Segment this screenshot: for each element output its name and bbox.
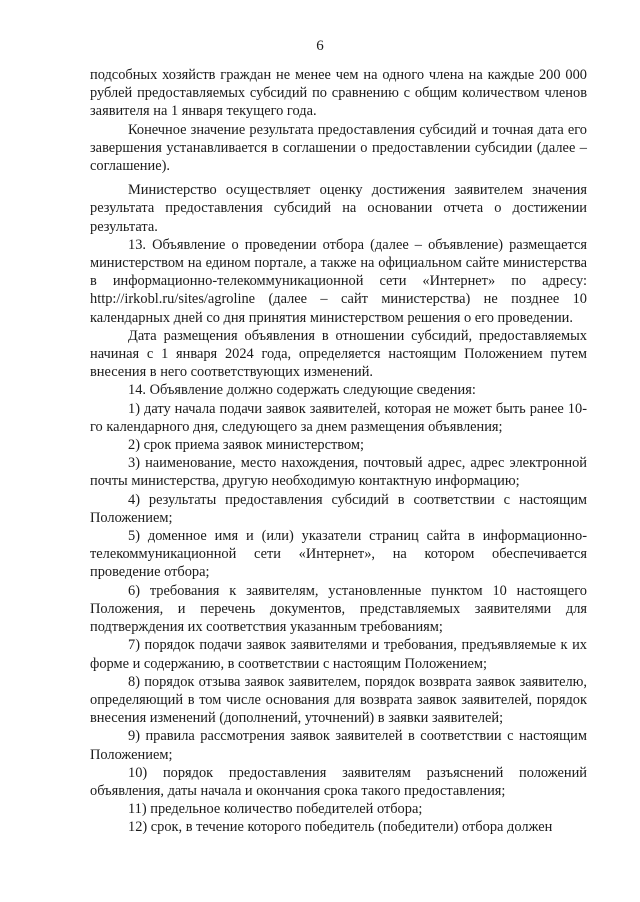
paragraph: 6) требования к заявителям, установленные пунктом 10 настоящего Положения, и перечень документов, представляемых заявителями для подтверждения их соответствия указанным требованиям;	[90, 582, 587, 636]
document-body	[90, 66, 587, 837]
paragraph: 7) порядок подачи заявок заявителями и требования, предъявляемые к их форме и содержанию, в соответствии с настоящим Положением;	[90, 637, 587, 672]
paragraph: 1) дату начала подачи заявок заявителей, которая не может быть ранее 10-го календарного дня, следующего за днем размещения объявления;	[90, 400, 587, 435]
paragraph: Дата размещения объявления в отношении субсидий, предоставляемых начиная с 1 января 2024 года, определяется настоящим Положением путем внесения в него соответствующих изменений.	[90, 327, 587, 381]
paragraph: 10) порядок предоставления заявителям разъяснений положений объявления, даты начала и окончания срока такого предоставления;	[90, 764, 587, 799]
paragraph: 2) срок приема заявок министерством;	[128, 437, 364, 454]
paragraph: 13. Объявление о проведении отбора (далее – объявление) размещается министерством на едином портале, а также на официальном сайте министерства в информационно-телекоммуникационной сети «Интернет» по адресу: http://irkobl.ru/sites/agroline (далее – сайт министерства) не позднее 10 календарных дней со дня принятия министерством решения о его проведении.	[90, 236, 587, 326]
paragraph: 8) порядок отзыва заявок заявителем, порядок возврата заявок заявителю, определяющий в том числе основания для возврата заявок заявителей, порядок внесения изменений (дополнений, уточнений) в заявки заявителей;	[90, 673, 587, 727]
paragraph: Министерство осуществляет оценку достижения заявителем значения результата предоставления субсидий на основании отчета о достижении результата.	[90, 182, 587, 235]
paragraph: 3) наименование, место нахождения, почтовый адрес, адрес электронной почты министерства, другую необходимую контактную информацию;	[90, 455, 587, 490]
paragraph: 11) предельное количество победителей отбора;	[128, 801, 423, 818]
paragraph: 4) результаты предоставления субсидий в соответствии с настоящим Положением;	[90, 491, 587, 526]
paragraph: Конечное значение результата предоставления субсидий и точная дата его завершения устанавливается в соглашении о предоставлении субсидии (далее – соглашение).	[90, 121, 587, 175]
paragraph: 9) правила рассмотрения заявок заявителей в соответствии с настоящим Положением;	[90, 728, 587, 763]
paragraph: 12) срок, в течение которого победитель (победители) отбора должен	[128, 819, 553, 836]
paragraph: 14. Объявление должно содержать следующие сведения:	[128, 382, 476, 399]
page-number: 6	[316, 38, 324, 54]
paragraph: подсобных хозяйств граждан не менее чем на одного члена на каждые 200 000 рублей предоставляемых субсидий по сравнению с общим количеством членов заявителя на 1 января текущего года.	[90, 67, 587, 120]
paragraph: 5) доменное имя и (или) указатели страниц сайта в информационно-телекоммуникационной сети «Интернет», на котором обеспечивается проведение отбора;	[90, 528, 587, 581]
